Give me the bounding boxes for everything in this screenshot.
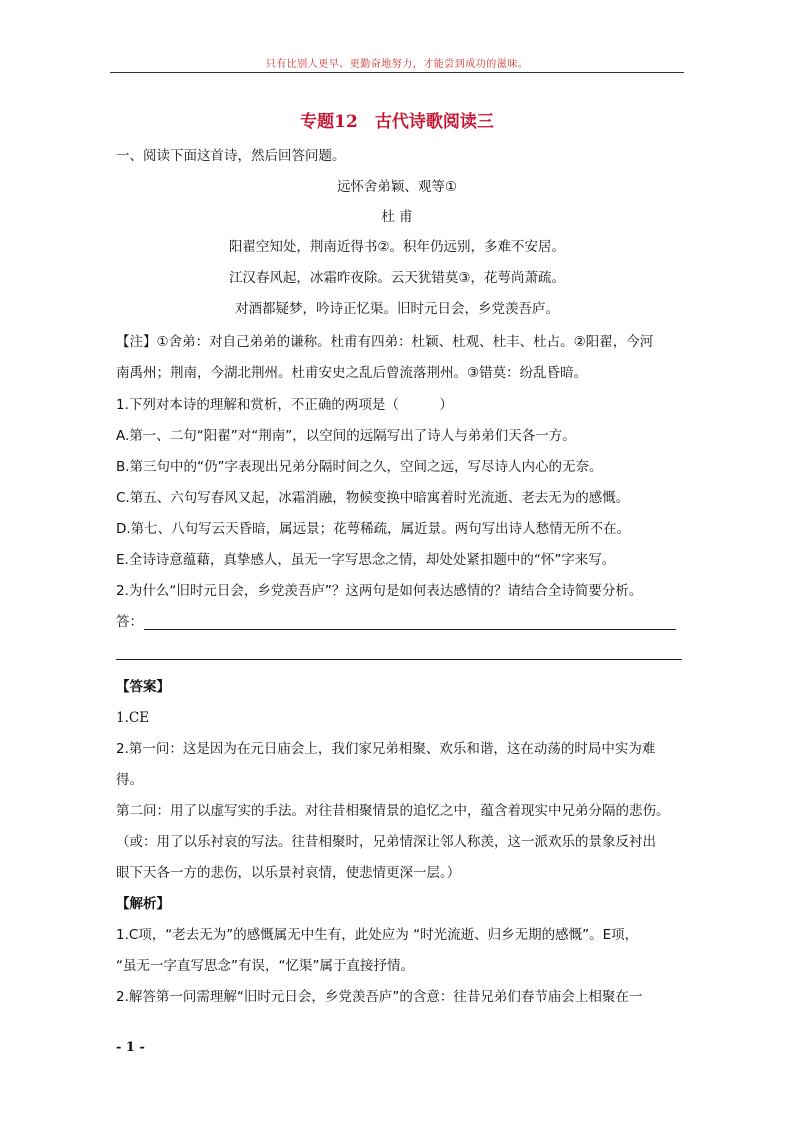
header-divider bbox=[110, 72, 684, 73]
analysis-line: 2.解答第一问需理解“旧时元日会，乡党羡吾庐”的含意：往昔兄弟们春节庙会上相聚在一 bbox=[116, 989, 643, 1005]
question-intro: 一、阅读下面这首诗，然后回答问题。 bbox=[116, 148, 346, 164]
answer-blank-line bbox=[144, 629, 676, 630]
answer-line: 1.CE bbox=[116, 710, 150, 726]
header-motto: 只有比别人更早、更勤奋地努力，才能尝到成功的滋味。 bbox=[265, 59, 529, 70]
answer-blank-line bbox=[116, 659, 682, 660]
page-title: 专题12 古代诗歌阅读三 bbox=[300, 112, 494, 132]
question-option: C.第五、六句写春风又起，冰霜消融，物候变换中暗寓着时光流逝、老去无为的感慨。 bbox=[116, 490, 630, 506]
question-line: 2.为什么“旧时元日会，乡党羡吾庐”？这两句是如何表达感情的？请结合全诗简要分析。 bbox=[116, 583, 643, 599]
poem-title: 远怀舍弟颖、观等① bbox=[336, 179, 458, 195]
answer-line: 得。 bbox=[116, 772, 143, 788]
poem-line: 对酒都疑梦，吟诗正忆渠。旧时元日会，乡党羡吾庐。 bbox=[235, 301, 559, 317]
analysis-heading: 【解析】 bbox=[116, 896, 170, 912]
page-number: - 1 - bbox=[116, 1040, 145, 1055]
answer-line: 2.第一问：这是因为在元日庙会上，我们家兄弟相聚、欢乐和谐，这在动荡的时局中实为难 bbox=[116, 741, 656, 757]
question-option: A.第一、二句“阳翟”对“荆南”，以空间的远隔写出了诗人与弟弟们天各一方。 bbox=[116, 428, 576, 444]
note-line: 【注】①舍弟：对自己弟弟的谦称。杜甫有四弟：杜颖、杜观、杜丰、杜占。②阳翟，今河 bbox=[116, 334, 654, 350]
analysis-line: 1.C项，“老去无为”的感慨属无中生有，此处应为 “时光流逝、归乡无期的感慨”。E项， bbox=[116, 927, 639, 943]
answer-line: （或：用了以乐衬哀的写法。往昔相聚时，兄弟情深让邻人称羡，这一派欢乐的景象反衬出 bbox=[116, 834, 656, 850]
analysis-line: “虽无一字直写思念”有误，“忆渠”属于直接抒情。 bbox=[116, 958, 414, 974]
question-option: E.全诗诗意蕴藉，真挚感人，虽无一字写思念之情，却处处紧扣题中的“怀”字来写。 bbox=[116, 552, 616, 568]
answer-heading: 【答案】 bbox=[116, 679, 170, 695]
answer-line: 第二问：用了以虚写实的手法。对往昔相聚情景的追忆之中，蕴含着现实中兄弟分隔的悲伤。 bbox=[116, 803, 670, 819]
question-option: D.第七、八句写云天昏暗，属远景；花萼稀疏，属近景。两句写出诗人愁情无所不在。 bbox=[116, 521, 631, 537]
poem-line: 江汉春风起，冰霜昨夜除。云天犹错莫③，花萼尚萧疏。 bbox=[228, 270, 566, 286]
poem-line: 阳翟空知处，荆南近得书②。积年仍远别，多难不安居。 bbox=[228, 239, 566, 255]
question-line: 1.下列对本诗的理解和赏析，不正确的两项是（ ） bbox=[116, 397, 453, 413]
poem-author: 杜 甫 bbox=[381, 209, 413, 225]
question-option: B.第三句中的“仍”字表现出兄弟分隔时间之久，空间之远，写尽诗人内心的无奈。 bbox=[116, 459, 603, 475]
note-line: 南禹州；荆南，今湖北荆州。杜甫安史之乱后曾流落荆州。③错莫：纷乱昏暗。 bbox=[116, 365, 588, 381]
answer-prefix: 答： bbox=[116, 614, 143, 630]
answer-line: 眼下天各一方的悲伤，以乐景衬哀情，使悲情更深一层。） bbox=[116, 865, 461, 881]
